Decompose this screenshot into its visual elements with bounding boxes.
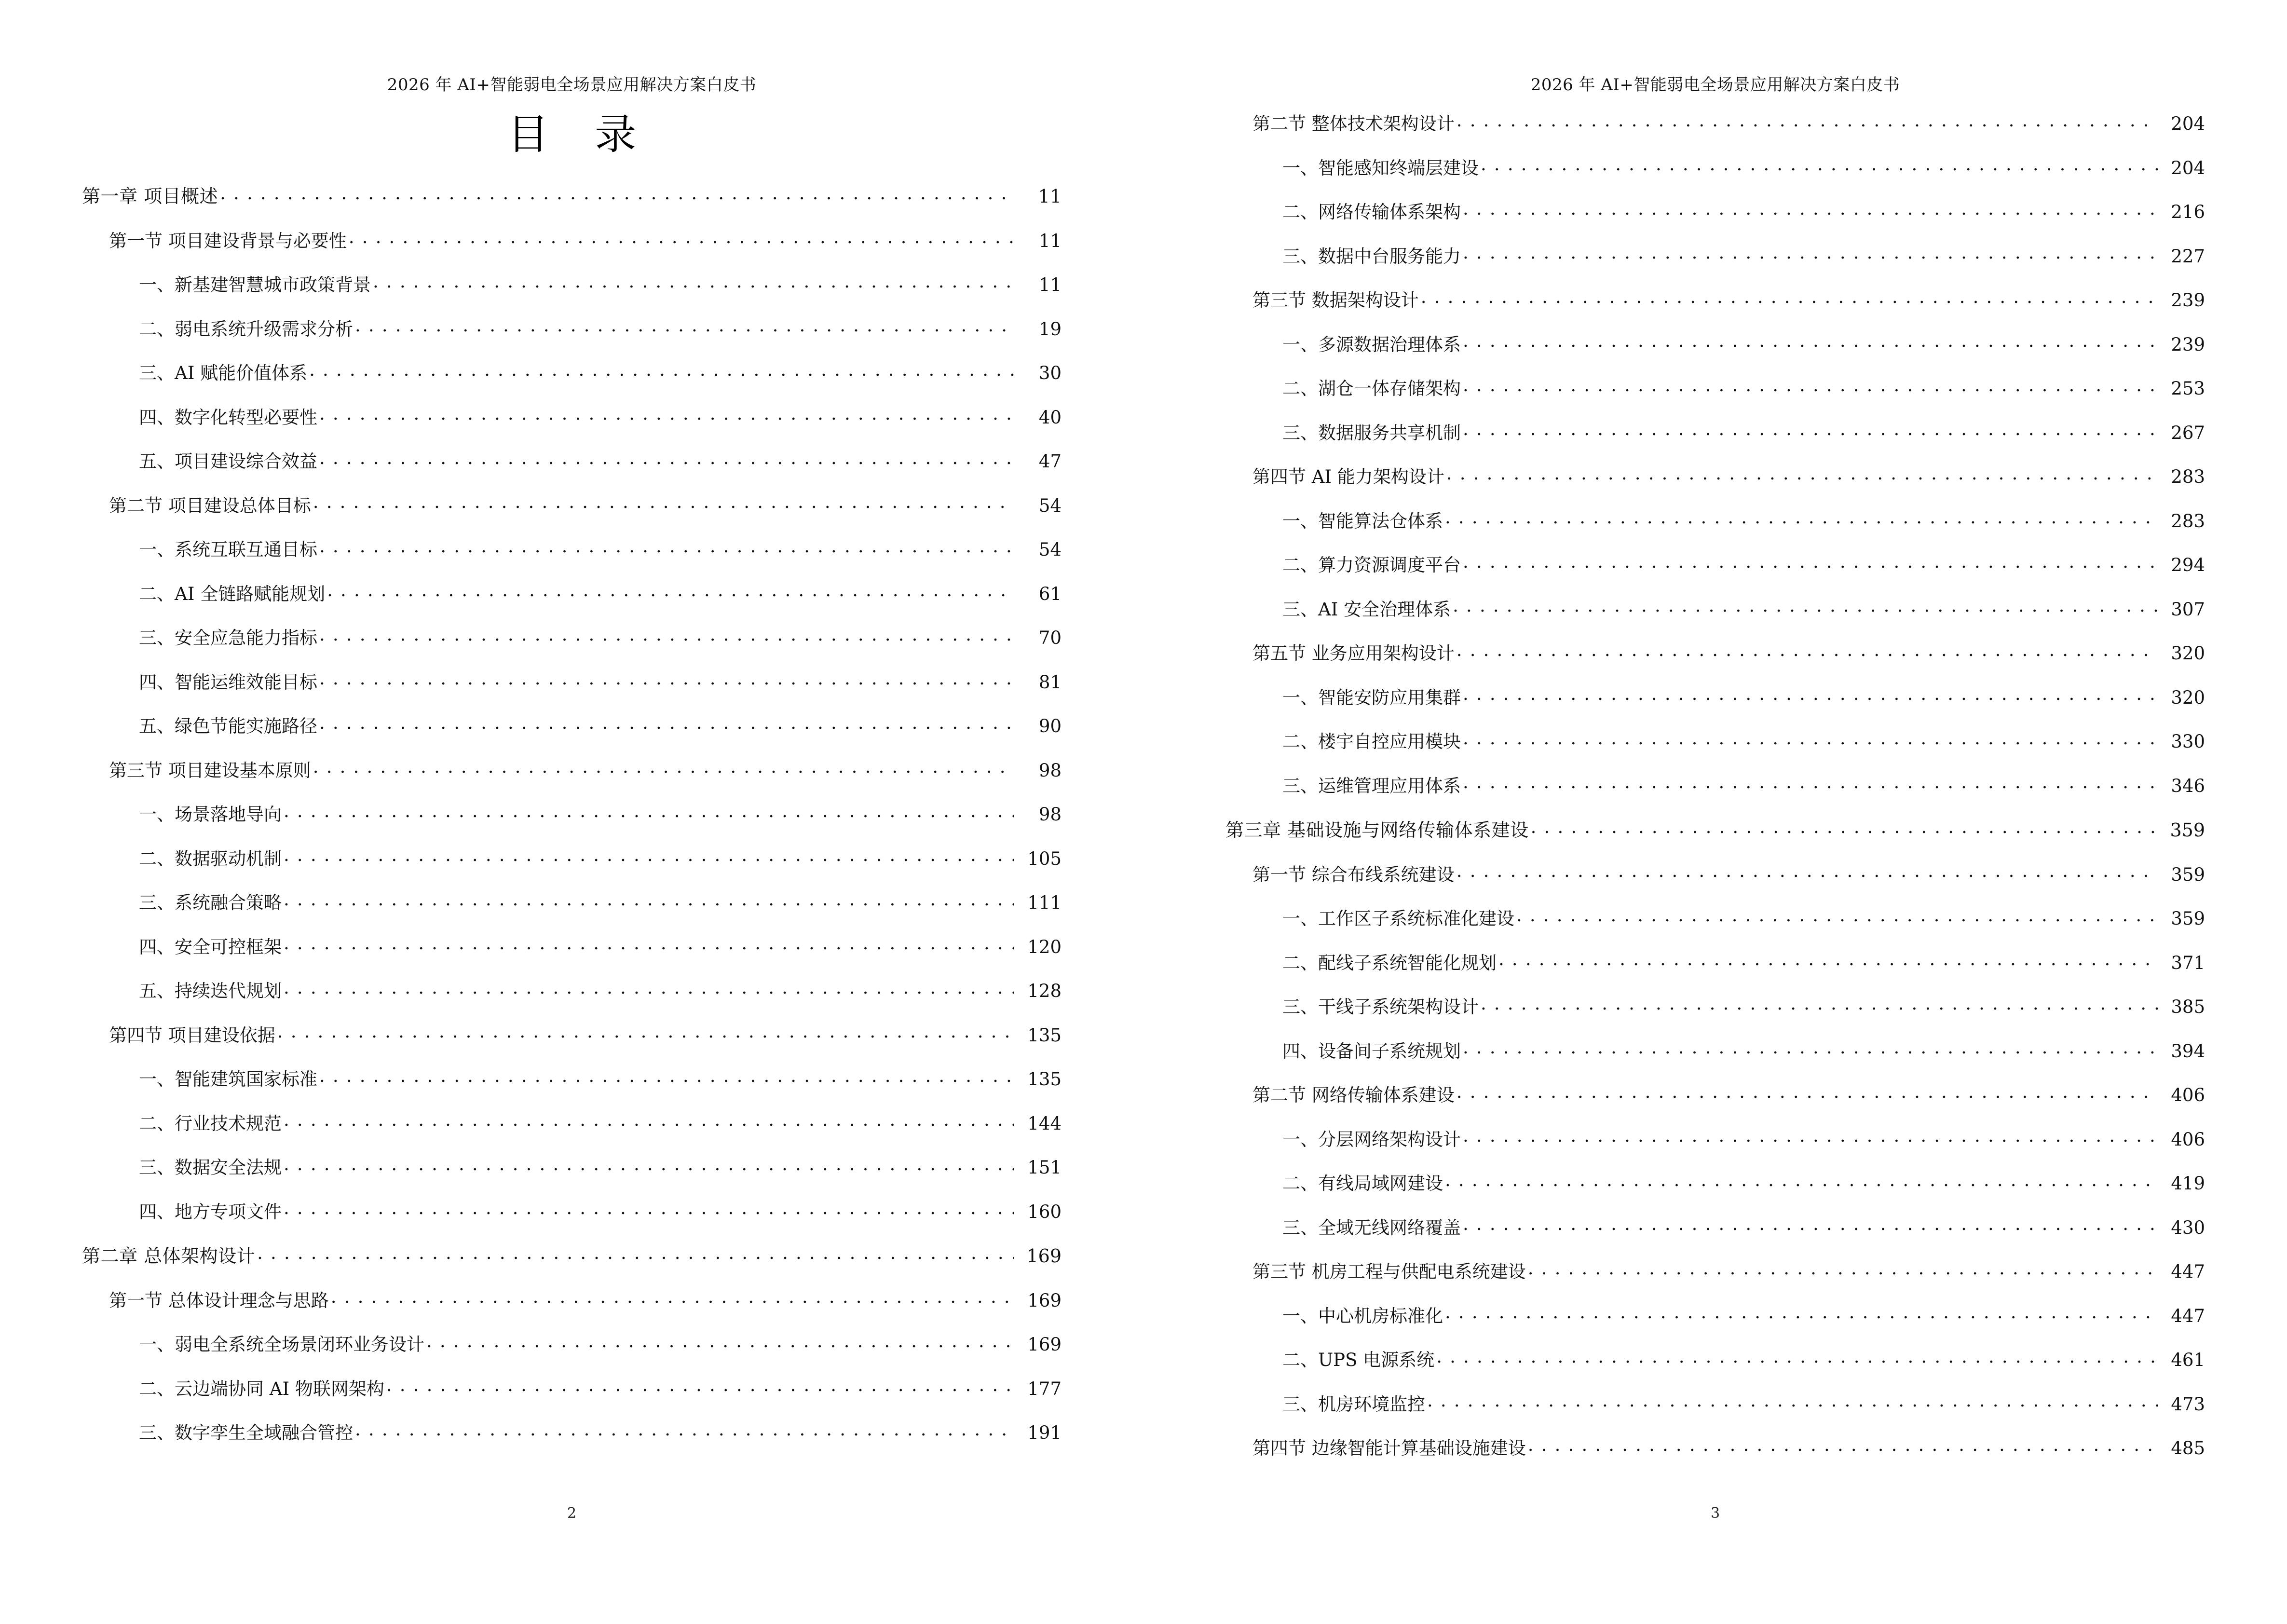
toc-entry-label: 二、UPS 电源系统 (1282, 1350, 1435, 1370)
toc-list-right (1225, 112, 2205, 1481)
toc-entry-page-number: 105 (1027, 848, 1062, 869)
toc-entry-page-number: 227 (2171, 246, 2205, 267)
toc-entry-page-number: 135 (1027, 1069, 1062, 1090)
dot-leader (1436, 1348, 2158, 1366)
toc-entry-page-number: 160 (1027, 1201, 1062, 1222)
toc-entry-label: 第一节 总体设计理念与思路 (109, 1290, 329, 1311)
toc-entry-page-number: 54 (1038, 539, 1062, 560)
toc-entry-page-number: 294 (2171, 555, 2205, 575)
toc-entry-page-number: 40 (1038, 407, 1062, 428)
toc-entry-label: 二、算力资源调度平台 (1282, 555, 1461, 575)
toc-entry-label: 四、地方专项文件 (139, 1201, 282, 1222)
toc-entry-label: 五、项目建设综合效益 (139, 451, 317, 472)
toc-entry-section[interactable] (82, 494, 1062, 515)
toc-entry-page-number: 485 (2171, 1438, 2205, 1459)
toc-entry-label: 三、AI 赋能价值体系 (139, 363, 308, 383)
toc-entry-label: 第五节 业务应用架构设计 (1252, 643, 1455, 664)
toc-entry-section[interactable] (1225, 641, 2205, 662)
toc-entry-page-number: 307 (2171, 599, 2205, 620)
toc-entry-page-number: 151 (1027, 1157, 1062, 1178)
page-right (1144, 0, 2287, 1624)
dot-leader (319, 670, 1014, 688)
toc-entry-label: 一、工作区子系统标准化建设 (1282, 908, 1514, 929)
dot-leader (1457, 1083, 2158, 1101)
dot-leader (284, 803, 1014, 820)
toc-entry-label: 四、智能运维效能目标 (139, 671, 317, 693)
dot-leader (284, 1156, 1014, 1174)
toc-entry-label: 一、系统互联互通目标 (139, 539, 317, 560)
dot-leader (1463, 730, 2158, 748)
toc-entry-item[interactable] (1225, 1128, 2205, 1148)
toc-entry-item[interactable] (1225, 421, 2205, 442)
dot-leader (1463, 553, 2158, 571)
dot-leader (1463, 200, 2158, 218)
dot-leader (1445, 509, 2158, 527)
toc-entry-label: 三、数据中台服务能力 (1282, 246, 1461, 267)
toc-entry-label: 三、运维管理应用体系 (1282, 775, 1461, 796)
page-title: 目 录 (507, 110, 653, 159)
toc-entry-page-number: 70 (1038, 628, 1062, 648)
toc-entry-page-number: 239 (2171, 290, 2205, 311)
toc-entry-label: 三、系统融合策略 (139, 892, 282, 913)
toc-entry-label: 二、云边端协同 AI 物联网架构 (139, 1378, 384, 1399)
toc-entry-label: 五、绿色节能实施路径 (139, 716, 317, 737)
toc-entry-item[interactable] (82, 1421, 1062, 1442)
toc-entry-item[interactable] (82, 626, 1062, 647)
toc-entry-page-number: 359 (2171, 864, 2205, 885)
dot-leader (349, 229, 1014, 247)
dot-leader (313, 759, 1014, 777)
toc-entry-page-number: 267 (2171, 422, 2205, 443)
toc-entry-page-number: 385 (2171, 996, 2205, 1017)
toc-entry-label: 第四节 AI 能力架构设计 (1252, 466, 1444, 487)
toc-entry-item[interactable] (1225, 553, 2205, 574)
toc-entry-item[interactable] (82, 582, 1062, 603)
running-header-right: 2026 年 AI+智能弱电全场景应用解决方案白皮书 (1530, 75, 1900, 95)
toc-entry-label: 一、场景落地导向 (139, 804, 282, 825)
toc-entry-label: 一、多源数据治理体系 (1282, 334, 1461, 355)
toc-entry-item[interactable] (1225, 951, 2205, 972)
dot-leader (1453, 598, 2158, 615)
toc-entry-chapter[interactable] (82, 1244, 1062, 1265)
toc-entry-item[interactable] (1225, 1039, 2205, 1060)
toc-entry-item[interactable] (82, 1333, 1062, 1353)
toc-entry-page-number: 47 (1038, 451, 1062, 472)
dot-leader (284, 847, 1014, 865)
toc-entry-section[interactable] (82, 229, 1062, 250)
toc-entry-item[interactable] (82, 847, 1062, 868)
toc-entry-item[interactable] (82, 1200, 1062, 1221)
toc-entry-item[interactable] (1225, 333, 2205, 354)
toc-entry-section[interactable] (82, 1289, 1062, 1310)
toc-entry-page-number: 406 (2171, 1129, 2205, 1150)
dot-leader (220, 184, 1014, 203)
dot-leader (1421, 288, 2158, 306)
toc-entry-label: 二、网络传输体系架构 (1282, 202, 1461, 222)
dot-leader (1457, 863, 2158, 881)
dot-leader (355, 317, 1014, 335)
toc-entry-label: 第二节 项目建设总体目标 (109, 495, 311, 516)
toc-entry-label: 第一节 项目建设背景与必要性 (109, 230, 347, 251)
dot-leader (1481, 995, 2158, 1013)
toc-entry-item[interactable] (1225, 245, 2205, 265)
toc-entry-item[interactable] (82, 803, 1062, 823)
dot-leader (284, 1112, 1014, 1130)
toc-entry-page-number: 283 (2171, 466, 2205, 487)
folio-right: 3 (1710, 1505, 1720, 1522)
toc-entry-page-number: 253 (2171, 378, 2205, 399)
toc-entry-label: 一、新基建智慧城市政策背景 (139, 274, 371, 295)
toc-entry-label: 二、数据驱动机制 (139, 848, 282, 869)
toc-entry-item[interactable] (1225, 598, 2205, 618)
toc-entry-label: 二、配线子系统智能化规划 (1282, 952, 1497, 973)
toc-entry-page-number: 135 (1027, 1024, 1062, 1046)
toc-entry-item[interactable] (82, 1112, 1062, 1133)
toc-entry-page-number: 169 (1027, 1290, 1062, 1311)
dot-leader (1463, 1216, 2158, 1234)
toc-entry-label: 二、行业技术规范 (139, 1113, 282, 1134)
dot-leader (373, 273, 1014, 291)
toc-entry-page-number: 111 (1027, 892, 1062, 913)
toc-entry-section[interactable] (82, 759, 1062, 779)
toc-entry-page-number: 371 (2171, 952, 2205, 973)
toc-entry-page-number: 447 (2171, 1305, 2205, 1326)
dot-leader (319, 1067, 1014, 1085)
toc-entry-page-number: 239 (2171, 334, 2205, 355)
toc-entry-label: 第二章 总体架构设计 (82, 1245, 256, 1267)
toc-entry-label: 一、中心机房标准化 (1282, 1305, 1443, 1326)
toc-entry-section[interactable] (82, 1024, 1062, 1044)
toc-entry-label: 三、全域无线网络覆盖 (1282, 1217, 1461, 1238)
toc-entry-label: 二、AI 全链路赋能规划 (139, 583, 326, 604)
toc-entry-page-number: 90 (1038, 716, 1062, 737)
toc-entry-label: 第三章 基础设施与网络传输体系建设 (1225, 819, 1529, 841)
toc-entry-page-number: 447 (2171, 1261, 2205, 1282)
toc-entry-page-number: 98 (1038, 804, 1062, 825)
toc-entry-page-number: 128 (1027, 981, 1062, 1001)
toc-entry-item[interactable] (1225, 1392, 2205, 1413)
toc-entry-page-number: 61 (1038, 583, 1062, 604)
toc-entry-page-number: 191 (1027, 1422, 1062, 1443)
toc-entry-section[interactable] (1225, 1260, 2205, 1281)
toc-entry-section[interactable] (1225, 465, 2205, 486)
dot-leader (1528, 1436, 2158, 1454)
toc-entry-item[interactable] (1225, 1172, 2205, 1192)
toc-entry-page-number: 216 (2171, 202, 2205, 222)
toc-entry-page-number: 54 (1038, 495, 1062, 516)
dot-leader (331, 1289, 1014, 1307)
toc-entry-item[interactable] (1225, 774, 2205, 795)
toc-entry-chapter[interactable] (82, 184, 1062, 205)
dot-leader (355, 1421, 1014, 1439)
dot-leader (309, 361, 1014, 379)
toc-entry-label: 三、AI 安全治理体系 (1282, 599, 1451, 620)
dot-leader (319, 538, 1014, 556)
toc-entry-label: 四、安全可控框架 (139, 936, 282, 957)
toc-entry-item[interactable] (1225, 907, 2205, 928)
toc-entry-label: 三、机房环境监控 (1282, 1393, 1425, 1415)
dot-leader (1463, 421, 2158, 439)
dot-leader (284, 891, 1014, 909)
dot-leader (1445, 1172, 2158, 1189)
toc-entry-page-number: 120 (1027, 936, 1062, 957)
toc-entry-label: 三、数据服务共享机制 (1282, 422, 1461, 443)
toc-entry-item[interactable] (82, 1156, 1062, 1176)
dot-leader (1528, 1260, 2158, 1278)
dot-leader (1531, 818, 2158, 836)
dot-leader (313, 494, 1014, 512)
toc-entry-page-number: 473 (2171, 1393, 2205, 1415)
dot-leader (284, 935, 1014, 953)
toc-entry-item[interactable] (1225, 730, 2205, 751)
toc-entry-label: 第一章 项目概述 (82, 186, 218, 207)
dot-leader (1446, 465, 2158, 483)
toc-entry-label: 第三节 项目建设基本原则 (109, 760, 311, 781)
toc-entry-label: 三、数据安全法规 (139, 1157, 282, 1178)
toc-entry-page-number: 461 (2171, 1350, 2205, 1370)
toc-entry-label: 第三节 机房工程与供配电系统建设 (1252, 1261, 1526, 1282)
toc-entry-item[interactable] (1225, 1304, 2205, 1325)
toc-entry-item[interactable] (1225, 995, 2205, 1016)
toc-entry-page-number: 320 (2171, 687, 2205, 708)
toc-entry-item[interactable] (82, 406, 1062, 426)
toc-entry-page-number: 430 (2171, 1217, 2205, 1238)
dot-leader (1457, 641, 2158, 659)
dot-leader (257, 1244, 1014, 1262)
toc-entry-page-number: 30 (1038, 363, 1062, 383)
toc-entry-label: 二、楼宇自控应用模块 (1282, 731, 1461, 752)
toc-entry-label: 一、智能建筑国家标准 (139, 1069, 317, 1090)
toc-entry-item[interactable] (1225, 200, 2205, 221)
toc-entry-item[interactable] (1225, 509, 2205, 530)
toc-entry-item[interactable] (82, 273, 1062, 294)
dot-leader (319, 450, 1014, 467)
dot-leader (327, 582, 1014, 600)
toc-entry-item[interactable] (1225, 686, 2205, 707)
toc-entry-item[interactable] (82, 935, 1062, 956)
toc-entry-label: 三、数字孪生全域融合管控 (139, 1422, 353, 1443)
toc-entry-page-number: 11 (1038, 186, 1062, 207)
toc-entry-page-number: 330 (2171, 731, 2205, 752)
toc-entry-label: 一、分层网络架构设计 (1282, 1129, 1461, 1150)
toc-entry-item[interactable] (82, 1377, 1062, 1398)
toc-entry-item[interactable] (1225, 1216, 2205, 1237)
toc-entry-page-number: 169 (1026, 1245, 1062, 1267)
toc-entry-item[interactable] (1225, 1348, 2205, 1369)
dot-leader (386, 1377, 1014, 1395)
toc-entry-page-number: 98 (1038, 760, 1062, 781)
running-header-left: 2026 年 AI+智能弱电全场景应用解决方案白皮书 (387, 75, 757, 95)
toc-entry-label: 第二节 整体技术架构设计 (1252, 113, 1455, 134)
toc-entry-section[interactable] (1225, 288, 2205, 309)
toc-entry-item[interactable] (82, 714, 1062, 735)
dot-leader (1463, 333, 2158, 351)
toc-entry-item[interactable] (82, 450, 1062, 470)
toc-entry-label: 第二节 网络传输体系建设 (1252, 1085, 1455, 1105)
toc-entry-label: 三、安全应急能力指标 (139, 628, 317, 648)
toc-entry-page-number: 359 (2170, 819, 2205, 841)
toc-entry-label: 一、智能算法仓体系 (1282, 510, 1443, 532)
toc-entry-label: 二、弱电系统升级需求分析 (139, 318, 353, 340)
toc-entry-item[interactable] (82, 361, 1062, 382)
dot-leader (1457, 112, 2158, 130)
dot-leader (1445, 1304, 2158, 1322)
dot-leader (319, 626, 1014, 644)
dot-leader (1463, 377, 2158, 395)
toc-entry-page-number: 419 (2171, 1173, 2205, 1194)
toc-entry-label: 四、设备间子系统规划 (1282, 1040, 1461, 1062)
toc-entry-page-number: 177 (1027, 1378, 1062, 1399)
toc-list-left (82, 184, 1062, 1465)
toc-entry-page-number: 283 (2171, 510, 2205, 532)
toc-entry-page-number: 11 (1038, 230, 1062, 251)
toc-entry-item[interactable] (82, 317, 1062, 338)
toc-entry-page-number: 406 (2171, 1085, 2205, 1105)
dot-leader (284, 979, 1014, 997)
dot-leader (1463, 245, 2158, 262)
toc-entry-label: 第四节 边缘智能计算基础设施建设 (1252, 1438, 1526, 1459)
toc-entry-label: 第四节 项目建设依据 (109, 1024, 275, 1046)
dot-leader (1463, 774, 2158, 792)
dot-leader (319, 406, 1014, 423)
toc-entry-page-number: 359 (2171, 908, 2205, 929)
dot-leader (1498, 951, 2158, 969)
dot-leader (1463, 1039, 2158, 1057)
toc-entry-label: 二、湖仓一体存储架构 (1282, 378, 1461, 399)
toc-entry-section[interactable] (1225, 863, 2205, 884)
toc-entry-label: 一、弱电全系统全场景闭环业务设计 (139, 1334, 424, 1355)
toc-entry-page-number: 11 (1038, 274, 1062, 295)
folio-left: 2 (567, 1505, 577, 1522)
dot-leader (1463, 686, 2158, 704)
toc-entry-label: 第一节 综合布线系统建设 (1252, 864, 1455, 885)
toc-entry-chapter[interactable] (1225, 818, 2205, 839)
toc-entry-item[interactable] (82, 891, 1062, 912)
toc-entry-page-number: 204 (2171, 157, 2205, 178)
dot-leader (1463, 1128, 2158, 1146)
toc-entry-label: 第三节 数据架构设计 (1252, 290, 1419, 311)
toc-entry-item[interactable] (82, 1067, 1062, 1088)
toc-entry-section[interactable] (1225, 1436, 2205, 1457)
toc-entry-label: 四、数字化转型必要性 (139, 407, 317, 428)
toc-entry-page-number: 346 (2171, 775, 2205, 796)
dot-leader (426, 1333, 1014, 1351)
toc-entry-label: 二、有线局域网建设 (1282, 1173, 1443, 1194)
toc-entry-label: 五、持续迭代规划 (139, 981, 282, 1001)
toc-entry-page-number: 81 (1038, 671, 1062, 693)
toc-entry-page-number: 394 (2171, 1040, 2205, 1062)
toc-entry-label: 三、干线子系统架构设计 (1282, 996, 1479, 1017)
toc-entry-item[interactable] (82, 670, 1062, 691)
dot-leader (1516, 907, 2158, 925)
toc-entry-item[interactable] (1225, 156, 2205, 177)
toc-entry-section[interactable] (1225, 1083, 2205, 1104)
dot-leader (284, 1200, 1014, 1218)
toc-entry-page-number: 169 (1027, 1334, 1062, 1355)
toc-entry-item[interactable] (82, 538, 1062, 559)
toc-entry-item[interactable] (1225, 377, 2205, 397)
toc-entry-label: 一、智能感知终端层建设 (1282, 157, 1479, 178)
toc-entry-page-number: 320 (2171, 643, 2205, 664)
toc-entry-page-number: 204 (2171, 113, 2205, 134)
toc-entry-section[interactable] (1225, 112, 2205, 133)
dot-leader (319, 714, 1014, 732)
toc-entry-page-number: 19 (1038, 318, 1062, 340)
toc-entry-page-number: 144 (1027, 1113, 1062, 1134)
dot-leader (1427, 1392, 2158, 1410)
toc-entry-label: 一、智能安防应用集群 (1282, 687, 1461, 708)
dot-leader (1481, 156, 2158, 174)
toc-entry-item[interactable] (82, 979, 1062, 1000)
dot-leader (277, 1024, 1014, 1041)
